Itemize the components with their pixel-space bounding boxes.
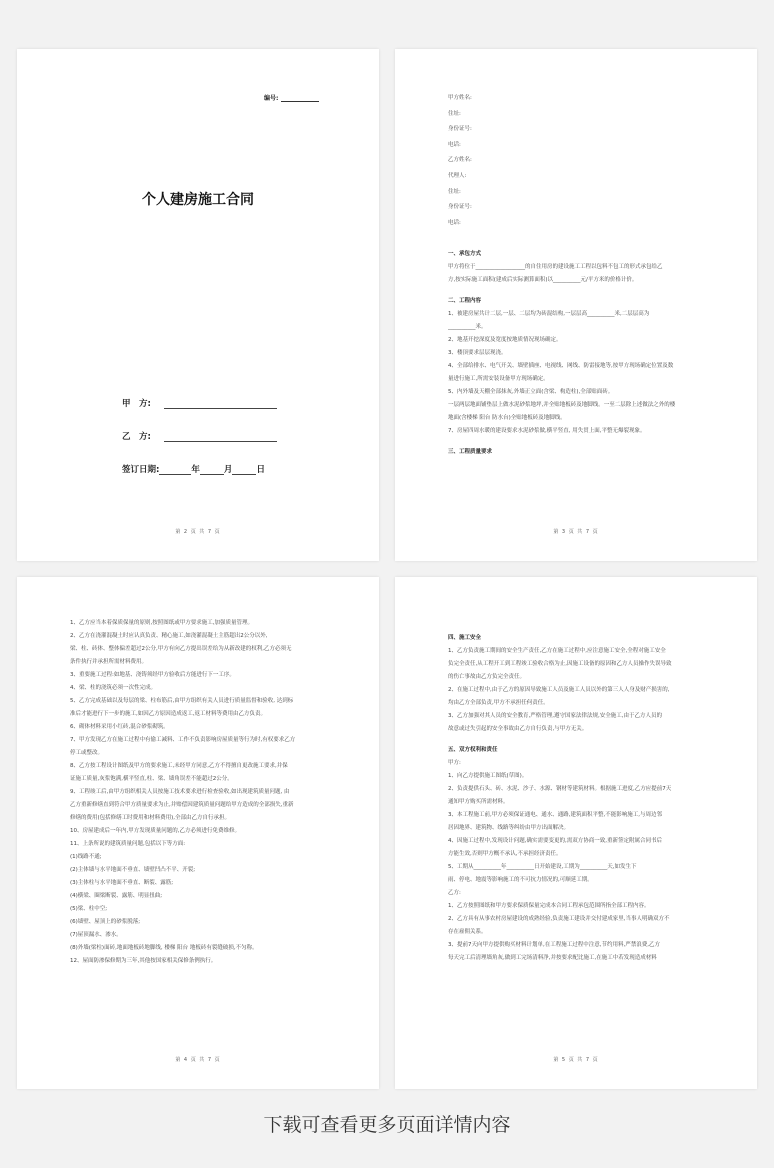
day-label: 日: [256, 465, 265, 475]
text-line: 梁、柱、砖体、整体偏差超过2公分,甲方有向乙方提出误差给为从新改建的权利,乙方必须无: [70, 646, 292, 652]
party-info-field: 甲方姓名:: [448, 95, 472, 101]
party-info-field: 身份证号:: [448, 204, 472, 211]
text-line: 地面(含楼梯 阳台 防水台)全贴地板砖及地脚线。: [448, 415, 566, 421]
section-heading: 二、工程内容: [448, 298, 482, 304]
party-info-field: 身份证号:: [448, 126, 472, 133]
text-line: 1、乙方负责施工期间的安全生产责任,乙方在施工过程中,应注意施工安全,全程对施工安全: [448, 648, 666, 654]
document-page-4: [395, 577, 757, 1089]
text-line: 6、砌体材料采用小红砖,混合砂浆砌筑。: [70, 724, 169, 730]
text-line: 1、向乙方提供施工图纸(草图)。: [448, 773, 528, 779]
sign-date: [122, 463, 265, 475]
text-line: 存在雇佣关系。: [448, 929, 487, 935]
text-line: 1、乙方应当本着保质保量的原则,按照图纸或甲方要求施工,加强质量管理。: [70, 620, 253, 626]
party-info-field: 电话:: [448, 141, 461, 148]
text-line: 修缮的费用(包括修缮工时费用和材料费用),全部由乙方自行承担。: [70, 815, 231, 821]
page-4-body: [448, 632, 723, 965]
party-a-blank: [164, 399, 277, 409]
text-line: 乙方:: [448, 890, 461, 896]
text-line: 12、屋面防渗保修期为三年,其他按国家相关保修条例执行。: [70, 958, 217, 964]
paragraph-spacer: [448, 438, 723, 446]
page-number: 第 4 页 共 7 页: [175, 1057, 221, 1063]
text-line: 4、梁、柱的浇筑必须一次性完成。: [70, 685, 157, 691]
section-heading: 三、工程质量要求: [448, 449, 493, 455]
text-line: 3、乙方加强对其人员的安全教育,严格管理,遵守国家法律法规,安全施工,由于乙方人员的: [448, 713, 662, 719]
text-line: (8)外墙(梁柱)面砖,地面地板砖地脚线, 楼梯 阳台 地板砖有裂缝破损,不匀称。: [70, 945, 258, 951]
text-line: 每天完工后清理墙角灰,做到工完场清料净,并按要求配比施工,在施工中若发现造成材料: [448, 955, 657, 961]
text-line: 2、在施工过程中,由于乙方的原因导致施工人员及施工人员以外的第三人人身及财产损害的,: [448, 687, 670, 693]
party-info-field: 电话:: [448, 219, 461, 226]
day-blank: [232, 465, 256, 475]
text-line: 方能生效,否则甲方概不承认,不承担经济责任。: [448, 851, 562, 857]
text-line: (2)主体墙与水平地面不垂直、墙壁凹凸不平、开裂;: [70, 867, 196, 873]
text-line: 7、房屋四周水暖的建设要求水泥砂浆做,横平竖直, 用失贯上面,平整无爆裂现象。: [448, 428, 646, 434]
text-line: 3、楼顶要求层层现浇。: [448, 350, 507, 356]
paragraph-spacer: [448, 287, 723, 295]
text-line: 2、负责提供石头、砖、水泥、沙子、水源、钢材等建筑材料。根据施工进度,乙方应提前7天: [448, 786, 672, 792]
text-line: 1、乙方按照图纸和甲方要求保质保量完成本合同工程承包范围所指全部工程内容。: [448, 903, 650, 909]
text-line: 证施工质量,灰浆饱满,横平竖直,柱、梁、墙角误差不能超过2公分。: [70, 776, 233, 782]
text-line: 方,按实际施工面积(建成后实际测算面积)以__________元/平方米的价格计价。: [448, 277, 638, 283]
party-b-signature: [122, 430, 277, 442]
text-line: 条件执行并承担所需材料费用。: [70, 659, 148, 665]
text-line: 故意或过失引起的安全事故由乙方自行负责,与甲方无关。: [448, 726, 588, 732]
party-b-label: 乙 方:: [122, 432, 151, 442]
text-line: (5)梁、柱中空;: [70, 906, 108, 912]
document-page-2: [395, 49, 757, 561]
paragraph-spacer: [448, 736, 723, 744]
text-line: 4、因施工过程中,发现设计问题,确实需要变更的,需双方协商一致,重新签定附属合同书后: [448, 838, 662, 844]
text-line: 2、地基开挖深度及宽度按地质情况现场确定。: [448, 337, 562, 343]
text-line: 居因地界、建筑物、线路等纠纷由甲方出面解决。: [448, 825, 570, 831]
text-line: 负完全责任,从工程开工到工程竣工验收合格为止,因施工设备的原因和乙方人员操作失误导致: [448, 661, 672, 667]
text-line: 7、甲方发现乙方在施工过程中有偷工减料、工作不负责影响房屋质量等行为时,有权要求乙方: [70, 737, 296, 743]
download-caption: 下载可查看更多页面详情内容: [263, 1114, 511, 1136]
contract-number: [264, 93, 319, 102]
document-page-3: [17, 577, 379, 1089]
text-line: 8、乙方按工程设计图纸及甲方的要求施工,未经甲方同意,乙方不得擅自更改施工要求,并保: [70, 763, 288, 769]
text-line: 雨、停电、地震等影响施工的不可抗力情况的,可顺延工期。: [448, 877, 593, 883]
section-heading: 一、承包方式: [448, 251, 482, 257]
text-line: 5、内外墙及天棚全部抹灰,外墙正立面(含梁、构造柱),全部贴面砖。: [448, 389, 614, 395]
text-line: 停工或整改。: [70, 750, 104, 756]
text-line: 1、被建房屋共计二层,一层、二层均为砖混结构,一层层高__________米,二层层高为: [448, 311, 650, 317]
month-label: 月: [223, 465, 233, 475]
text-line: (7)屋顶漏水、渗水。: [70, 932, 122, 938]
section-heading: 四、施工安全: [448, 635, 482, 641]
party-info-field: 乙方姓名:: [448, 157, 472, 164]
page-number: 第 3 页 共 7 页: [553, 529, 599, 535]
text-line: __________米。: [448, 324, 487, 330]
sign-date-label: 签订日期:: [122, 465, 160, 475]
party-info-field: 代理人:: [448, 172, 467, 179]
text-line: 准后才能进行下一步的施工,如因乙方原因造成返工,返工材料等费用由乙方负责。: [70, 711, 266, 717]
text-line: (6)墙壁、屋顶上的砂浆脱落;: [70, 919, 141, 925]
document-page-cover: [17, 49, 379, 561]
text-line: 3、重要施工过程:如地基、浇铸须经甲方验收后方能进行下一工序。: [70, 672, 235, 678]
text-line: 乙方重新修缮直到符合甲方质量要求为止,并赔偿因建筑质量问题给甲方造成的全部损失,重新: [70, 802, 294, 808]
text-line: 2、乙方在浇灌混凝土时应认真负责、精心施工,如浇灌混凝土主筋超出2公分以外,: [70, 633, 268, 639]
text-line: 5、乙方完成基础以及每层的梁、柱布筋后,由甲方组织有关人员进行质量监督和验收, 达到标: [70, 698, 294, 704]
text-line: 10、房屋建成后一年内,甲方发现质量问题的,乙方必须进行免费维修。: [70, 828, 240, 834]
text-line: 2、乙方具有从事农村房屋建设的成熟经验,负责施工建设并交付建成家里,当事人明确双方不: [448, 916, 670, 922]
page-number: 第 2 页 共 7 页: [175, 529, 221, 535]
text-line: 11、上条所说的建筑质量问题,包括以下等方面:: [70, 841, 186, 847]
text-line: 5、工期从__________年__________日开始建设,工期为__________天,如发生下: [448, 864, 637, 870]
text-line: 甲方将位于__________________的自住用房的建设施工工程以包料不包工的形式承包给乙: [448, 264, 663, 270]
year-label: 年: [191, 465, 200, 475]
contract-number-label: 编号:: [264, 95, 279, 102]
party-a-label: 甲 方:: [122, 399, 151, 409]
text-line: (4)横梁、圈梁断裂、露筋、明显扭曲;: [70, 893, 163, 899]
text-line: 的伤亡事故由乙方负完全责任。: [448, 674, 526, 680]
text-line: (3)主体柱与水平地面不垂直、断裂、露筋;: [70, 880, 174, 886]
text-line: 一层两层地面铺垫层上做水泥砂浆地坪,并全贴地板砖及地脚线。一至二层除上述做法之外的楼: [448, 402, 676, 408]
party-info-field: 住址:: [448, 110, 461, 117]
text-line: 3、本工程施工前,甲方必须保证通电、通水、通路,建筑面积平整,不能影响施工,与周边邻: [448, 812, 662, 818]
text-line: 甲方:: [448, 760, 461, 766]
page-number: 第 5 页 共 7 页: [553, 1057, 599, 1063]
text-line: 均由乙方全部负责,甲方不承担任何责任。: [448, 700, 549, 706]
contract-number-blank: [281, 95, 319, 102]
document-title: 个人建房施工合同: [142, 192, 254, 208]
page-2-body: [448, 248, 723, 459]
text-line: 3、提前7天向甲方提供购买材料计划单,在工程施工过程中注意,节约用料,严禁浪费,乙方: [448, 942, 660, 948]
section-heading: 五、双方权利和责任: [448, 747, 498, 753]
text-line: 9、工程竣工后,由甲方组织相关人员按施工技术要求进行检查验收,如出现建筑质量问题, 由: [70, 789, 290, 795]
party-a-signature: [122, 397, 277, 409]
month-blank: [200, 465, 224, 475]
year-blank: [159, 465, 191, 475]
party-b-blank: [164, 432, 277, 442]
text-line: 4、全部给排水、电气开关、墙壁插座、电视线、网线、防雷接地等,按甲方现场确定位置及数: [448, 363, 674, 369]
text-line: 通知甲方购买所需材料。: [448, 799, 509, 805]
text-line: 量进行施工,所需安装设备甲方现场确定。: [448, 376, 549, 382]
party-info-fields: [448, 91, 723, 231]
page-3-body: [70, 617, 345, 968]
text-line: (1)线路不通;: [70, 854, 102, 860]
party-info-field: 住址:: [448, 188, 461, 195]
